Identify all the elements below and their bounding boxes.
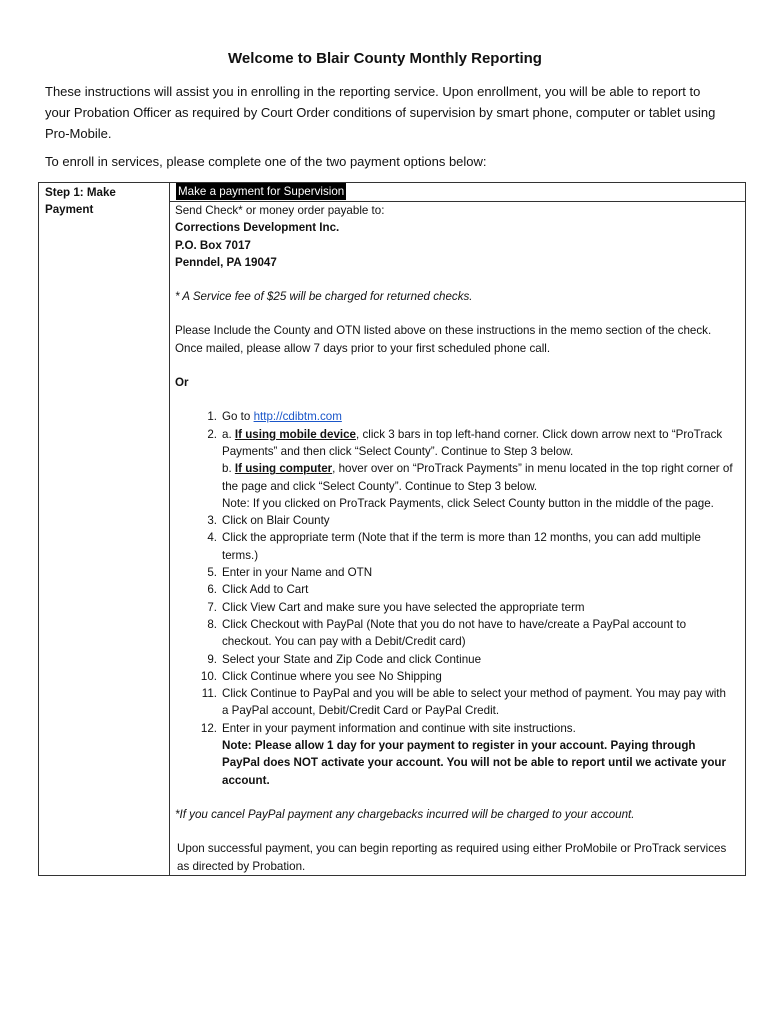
payment-steps-table <box>38 182 746 876</box>
computer-emphasis: If using computer <box>234 462 333 476</box>
memo-instruction: Please Include the County and OTN listed above on these instructions in the memo section of the check. Once mailed, please allow 7 days prior to your first scheduled phone call. <box>175 324 712 355</box>
or-separator: Or <box>175 376 189 390</box>
banner-row <box>170 183 745 202</box>
item-text: Click Continue to PayPal and you will be able to select your method of payment. You may pay with a PayPal account, Debit/Credit Card or PayPal Credit. <box>222 687 726 718</box>
item-text: Enter in your Name and OTN <box>222 566 373 580</box>
step-label-text: Step 1: Make Payment <box>45 186 116 217</box>
item-text: Click Checkout with PayPal (Note that you do not have to have/create a PayPal account to checkout. You can pay with a Debit/Credit card) <box>222 617 687 649</box>
list-item <box>175 720 733 789</box>
computer-instruction-text: , hover over on “ProTrack Payments” in menu located in the top right corner of the page and click “Select County”. Continue to Step 3 below. <box>222 462 733 493</box>
list-item <box>175 616 733 651</box>
mobile-instruction <box>222 426 733 461</box>
enroll-instruction: To enroll in services, please complete one of the two payment options below: <box>45 154 487 169</box>
step-content-cell <box>170 183 746 876</box>
sub-item-prefix: a. <box>222 427 235 441</box>
cdibtm-link[interactable]: http://cdibtm.com <box>253 410 342 424</box>
list-item <box>175 512 733 529</box>
payment-banner: Make a payment for Supervision <box>178 185 345 198</box>
item-number: 4. <box>207 531 217 545</box>
address-line-2: P.O. Box 7017 <box>175 238 251 252</box>
mobile-instruction-text: , click 3 bars in top left-hand corner. Click down arrow next to “ProTrack Payments” and then click “Select County”. Continue to Step 3 below. <box>222 427 723 458</box>
item-number: 11. <box>201 687 217 701</box>
item-number: 6. <box>207 583 217 597</box>
item-number: 7. <box>207 600 217 614</box>
mobile-device-emphasis: If using mobile device <box>234 427 357 441</box>
list-item <box>175 426 733 512</box>
item-text: Click Continue where you see No Shipping <box>222 669 442 683</box>
list-item <box>175 651 733 668</box>
item-text: Click Add to Cart <box>222 583 309 597</box>
item-text: Click on Blair County <box>222 514 330 528</box>
list-item <box>175 529 733 564</box>
item-number: 9. <box>207 652 217 666</box>
item-number: 12. <box>200 721 217 735</box>
item-number: 10. <box>200 669 217 683</box>
list-item <box>175 685 733 720</box>
service-fee-note: * A Service fee of $25 will be charged for returned checks. <box>175 290 473 304</box>
activation-note: Note: Please allow 1 day for your payment to register in your account. Paying through PayPal does NOT activate your account. You will not be able to report until we activate your account. <box>222 739 727 787</box>
payment-instructions-list <box>175 408 733 789</box>
list-item <box>175 564 733 581</box>
success-note: Upon successful payment, you can begin reporting as required using either ProMobile or ProTrack services as directed by Probation. <box>177 842 727 873</box>
address-line-1: Corrections Development Inc. <box>175 221 340 235</box>
item-text: Go to <box>222 410 254 424</box>
item-text: Click View Cart and make sure you have selected the appropriate term <box>222 600 585 614</box>
list-item <box>175 668 733 685</box>
send-check-text: Send Check* or money order payable to: <box>175 204 385 217</box>
step-label <box>39 183 170 876</box>
page-title: Welcome to Blair County Monthly Reporting <box>228 50 542 67</box>
protrack-note: Note: If you clicked on ProTrack Payments, click Select County button in the middle of the page. <box>222 496 714 510</box>
sub-item-prefix: b. <box>222 462 235 476</box>
intro-paragraph: These instructions will assist you in enrolling in the reporting service. Upon enrollment, you will be able to report to your Probation Officer as required by Court Order conditions of supervision by smart phone, computer or tablet using Pro-Mobile. <box>45 84 716 141</box>
address-line-3: Penndel, PA 19047 <box>175 255 277 269</box>
item-number: 3. <box>207 514 217 528</box>
list-item <box>175 599 733 616</box>
chargeback-note: *If you cancel PayPal payment any chargebacks incurred will be charged to your account. <box>175 807 635 821</box>
list-item <box>175 581 733 598</box>
item-text: Enter in your payment information and continue with site instructions. <box>222 721 576 735</box>
item-number: 5. <box>207 566 217 580</box>
item-number: 2. <box>207 427 217 441</box>
step-row <box>39 183 746 876</box>
item-number: 1. <box>207 410 217 424</box>
item-number: 8. <box>207 617 217 631</box>
item-text: Click the appropriate term (Note that if the term is more than 12 months, you can add multiple terms.) <box>222 531 701 562</box>
computer-instruction <box>222 460 733 495</box>
item-text: Select your State and Zip Code and click Continue <box>222 652 482 666</box>
step-content <box>170 202 745 875</box>
list-item <box>175 408 733 425</box>
